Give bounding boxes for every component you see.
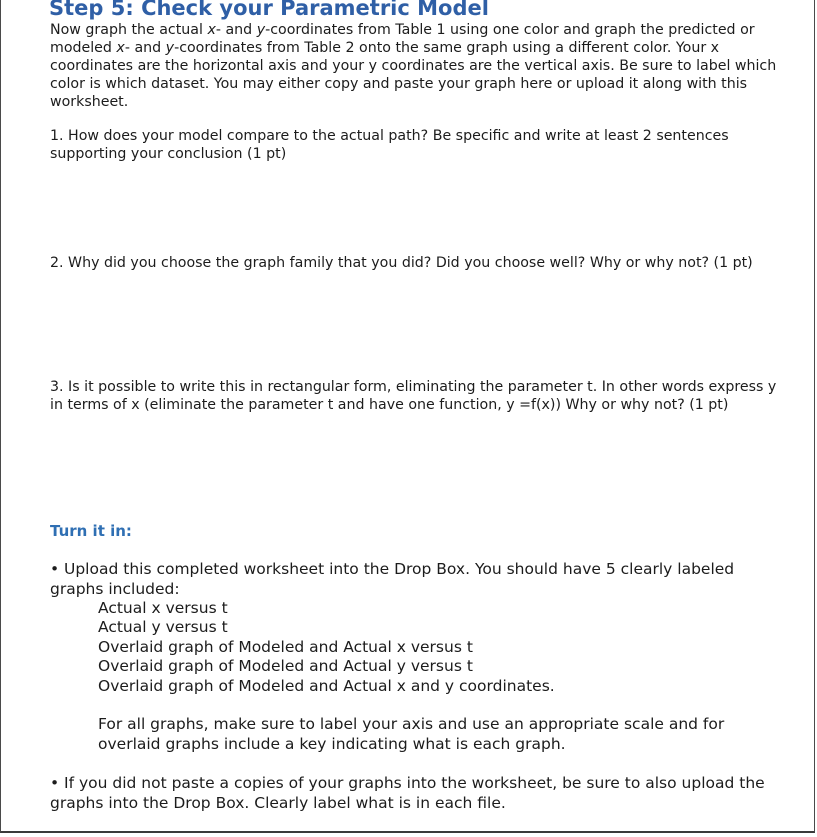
- question-3: 3. Is it possible to write this in rectangular form, eliminating the parameter t. In other words express y in terms of x (eliminate the parameter t and have one function, y =f(x)) Why or why not? (1 pt): [50, 379, 777, 413]
- graph-list: [98, 599, 555, 696]
- graph-list-item: Overlaid graph of Modeled and Actual x versus t: [98, 637, 473, 656]
- question-2: 2. Why did you choose the graph family that you did? Did you choose well? Why or why not? (1 pt): [50, 255, 753, 271]
- intro-paragraph: [50, 21, 790, 111]
- turn-in-bullet-2: [50, 774, 780, 813]
- intro-text-2: - and: [215, 22, 257, 38]
- graph-list-item: Actual x versus t: [98, 599, 228, 617]
- intro-x-var-2: x: [116, 40, 125, 56]
- turn-in-bullet-1: [50, 560, 780, 599]
- bullet-icon: •: [50, 560, 60, 578]
- turn-in-bullet-1-text: Upload this completed worksheet into the Drop Box. You should have 5 clearly labeled graphs included:: [50, 560, 735, 598]
- intro-text-1: Now graph the actual: [50, 22, 208, 38]
- graph-list-item: Overlaid graph of Modeled and Actual y versus t: [98, 657, 473, 676]
- intro-y-var: y: [256, 22, 266, 38]
- graph-list-item: Overlaid graph of Modeled and Actual x and y coordinates.: [98, 676, 555, 695]
- question-1: 1. How does your model compare to the actual path? Be specific and write at least 2 sentences supporting your conclusion (1 pt): [50, 128, 729, 162]
- turn-in-bullet-2-text: If you did not paste a copies of your graphs into the worksheet, be sure to also upload the graphs into the Drop Box. Clearly label what is in each file.: [50, 774, 765, 812]
- graph-list-item: Actual y versus t: [98, 618, 228, 637]
- intro-text-5: -coordinates from Table 2 onto the same graph using a different color. Your x coordinates are the horizontal axis and your y coordinates are the vertical axis. Be sure to label which color is which dataset. You may either copy and paste your graph here or upload it along with this worksheet.: [50, 40, 777, 110]
- turn-in-heading: Turn it in:: [50, 522, 132, 540]
- intro-x-var: x: [207, 22, 216, 38]
- graph-note: For all graphs, make sure to label your axis and use an appropriate scale and for overlaid graphs include a key indicating what is each graph.: [98, 715, 725, 753]
- intro-y-var-2: y: [165, 40, 175, 56]
- bullet-icon: •: [50, 774, 60, 792]
- intro-text-4: - and: [124, 40, 166, 56]
- intro-text-3: -coordinates from Table 1 using one color and graph the predicted or modeled: [50, 22, 755, 56]
- page-title: Step 5: Check your Parametric Model: [49, 0, 489, 20]
